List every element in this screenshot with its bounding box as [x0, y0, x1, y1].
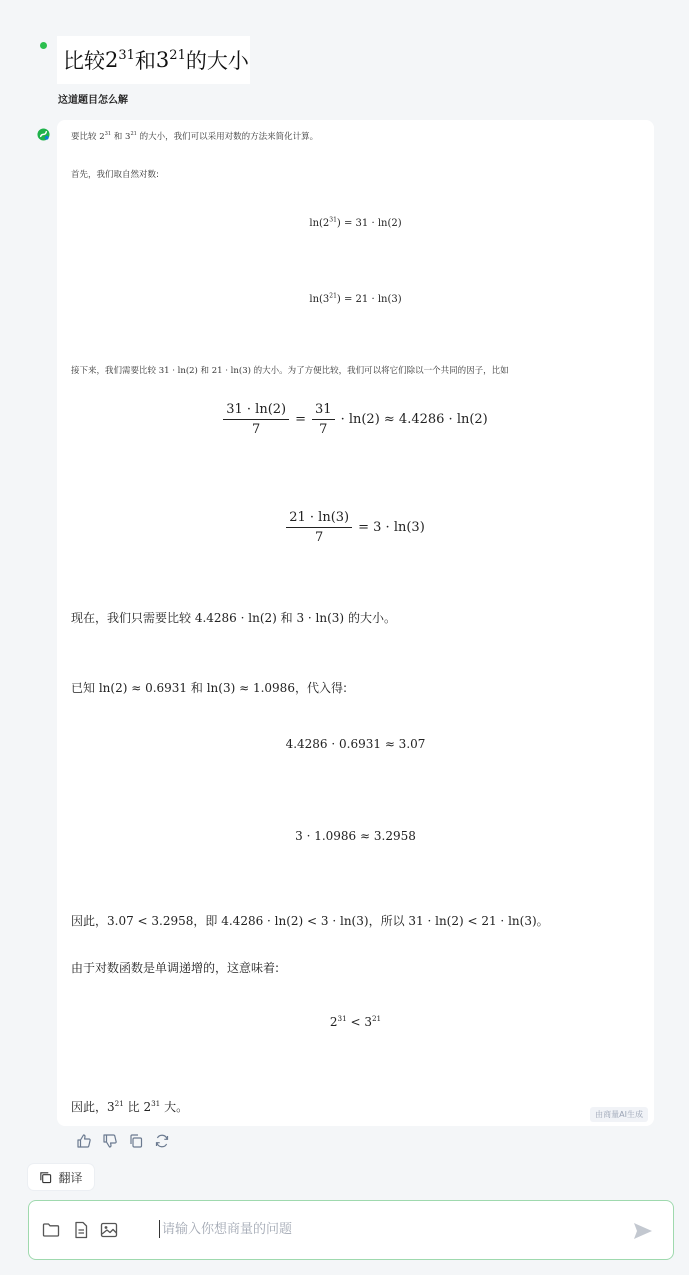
equation-fraction-ln2: $\frac{31 \cdot \ln(2)}{7}$ = $\frac{31}{7}$ · ln(2) ≈ 4.4286 · ln(2) [57, 398, 654, 437]
equation-ln2: $\ln(2^{31}) = 31 \cdot \ln(2)$ [309, 216, 402, 229]
text-caret [159, 1220, 160, 1238]
user-indicator-dot [40, 42, 47, 49]
question-image-term-2: $3^{21}$ [155, 48, 186, 72]
question-image [57, 36, 250, 84]
answer-step-6: 由于对数函数是单调递增的，这意味着: [71, 961, 280, 975]
translate-button[interactable] [28, 1164, 94, 1190]
answer-step-1: 首先，我们取自然对数: [71, 170, 159, 180]
translate-label: 翻译 [58, 1170, 83, 1185]
equation-product-1: 4.4286 · 0.6931 ≈ 3.07 [285, 737, 426, 751]
image-upload-icon[interactable] [99, 1220, 119, 1240]
question-image-term-1: $2^{31}$ [105, 48, 135, 72]
chat-input-box [28, 1200, 674, 1260]
answer-intro: 要比较 $2^{31}$ 和 $3^{21}$ 的大小，我们可以采用对数的方法来简化计算。 [71, 131, 319, 142]
equation-product-2: 3 · 1.0986 ≈ 3.2958 [295, 829, 416, 843]
question-image-prefix: 比较 [63, 49, 105, 73]
folder-icon[interactable] [41, 1220, 61, 1240]
equation-inequality: $2^{31} < 3^{21}$ [329, 1014, 382, 1029]
question-image-suffix: 的大小 [185, 49, 249, 73]
answer-action-bar [76, 1133, 170, 1149]
question-image-mid: 和 [134, 49, 156, 73]
send-icon[interactable] [631, 1219, 655, 1243]
answer-step-3: 现在，我们只需要比较 4.4286 · ln(2) 和 3 · ln(3) 的大小。 [71, 611, 396, 625]
translate-copy-icon [39, 1171, 52, 1184]
answer-step-4: 已知 ln(2) ≈ 0.6931 和 ln(3) ≈ 1.0986，代入得: [71, 681, 348, 695]
assistant-logo-icon [37, 128, 50, 141]
question-text: 这道题目怎么解 [58, 95, 128, 106]
document-icon[interactable] [71, 1220, 91, 1240]
equation-ln3: $\ln(3^{21}) = 21 \cdot \ln(3)$ [309, 292, 402, 305]
equation-fraction-ln3: $\frac{21 \cdot \ln(3)}{7}$ = 3 · ln(3) [57, 506, 654, 545]
regenerate-icon[interactable] [154, 1133, 170, 1149]
question-input[interactable] [162, 1218, 632, 1240]
thumbs-down-icon[interactable] [102, 1133, 118, 1149]
answer-step-5: 因此，3.07 < 3.2958，即 4.4286 · ln(2) < 3 · ln(3)，所以 31 · ln(2) < 21 · ln(3)。 [71, 914, 549, 928]
answer-step-2: 接下来，我们需要比较 31 · ln(2) 和 21 · ln(3) 的大小。为了方便比较，我们可以将它们除以一个共同的因子，比如 [71, 366, 509, 376]
answer-card [57, 120, 654, 1126]
copy-icon[interactable] [128, 1133, 144, 1149]
ai-generated-badge: 由商量AI生成 [590, 1107, 648, 1122]
thumbs-up-icon[interactable] [76, 1133, 92, 1149]
answer-conclusion: 因此，$3^{21}$ 比 $2^{31}$ 大。 [71, 1099, 189, 1114]
